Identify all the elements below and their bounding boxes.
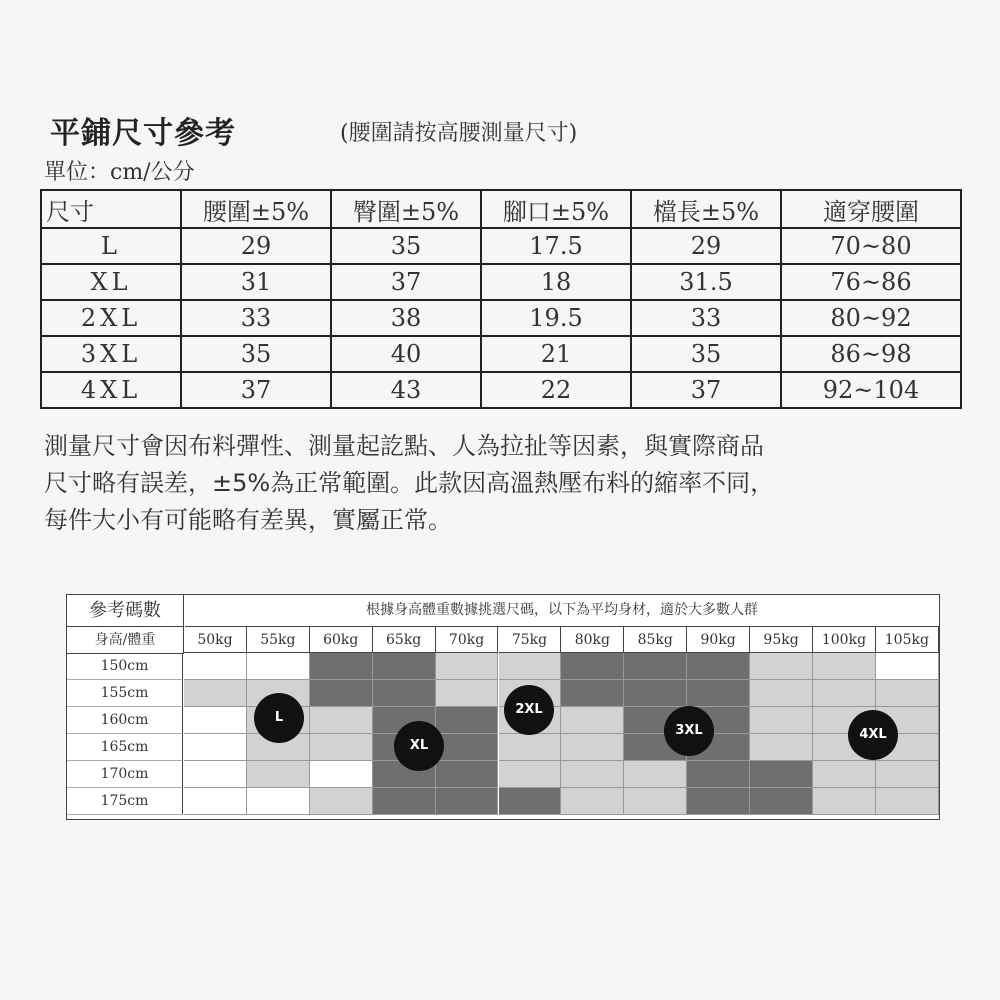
grid-cell	[184, 680, 247, 707]
grid-cell	[561, 653, 624, 680]
chart-corner-label: 身高/體重	[67, 627, 184, 654]
grid-cell	[624, 653, 687, 680]
size-badge: 3XL	[664, 706, 714, 756]
grid-cell	[310, 680, 373, 707]
weight-header-cell: 65kg	[373, 627, 436, 653]
grid-cell	[373, 788, 436, 815]
grid-cell	[813, 653, 876, 680]
grid-cell	[184, 761, 247, 788]
size-cell: 3XL	[41, 336, 181, 372]
leg-opening-cell: 22	[481, 372, 631, 408]
table-row	[41, 300, 961, 336]
fit-waist-cell: 86~98	[781, 336, 961, 372]
grid-cell	[310, 707, 373, 734]
fit-waist-cell: 76~86	[781, 264, 961, 300]
size-cell: 4XL	[41, 372, 181, 408]
grid-cell	[247, 788, 310, 815]
grid-cell	[499, 734, 562, 761]
weight-header-cell: 80kg	[561, 627, 624, 653]
grid-cell	[687, 788, 750, 815]
grid-cell	[876, 680, 939, 707]
height-label-cell: 150cm	[67, 653, 183, 680]
weight-header-cell: 50kg	[184, 627, 247, 653]
grid-cell	[499, 761, 562, 788]
waist-cell: 31	[181, 264, 331, 300]
header-hip: 臀圍±5%	[331, 190, 481, 228]
grid-cell	[750, 788, 813, 815]
table-row	[41, 264, 961, 300]
grid-cell	[310, 761, 373, 788]
grid-cell	[247, 761, 310, 788]
size-badge: 4XL	[848, 710, 898, 760]
hip-cell: 35	[331, 228, 481, 264]
grid-cell	[561, 680, 624, 707]
grid-cell	[436, 761, 499, 788]
leg-opening-cell: 17.5	[481, 228, 631, 264]
hip-cell: 43	[331, 372, 481, 408]
fit-waist-cell: 80~92	[781, 300, 961, 336]
hip-cell: 40	[331, 336, 481, 372]
grid-cell	[310, 788, 373, 815]
weight-header-cell: 70kg	[436, 627, 499, 653]
grid-cell	[876, 653, 939, 680]
grid-cell	[687, 680, 750, 707]
page-title: 平鋪尺寸參考	[50, 116, 236, 151]
size-badge: 2XL	[504, 685, 554, 735]
weight-header-cell: 60kg	[310, 627, 373, 653]
fit-waist-cell: 92~104	[781, 372, 961, 408]
grid-cell	[876, 761, 939, 788]
grid-cell	[436, 653, 499, 680]
grid-cell	[184, 653, 247, 680]
header-waist: 腰圍±5%	[181, 190, 331, 228]
grid-cell	[436, 734, 499, 761]
weight-header-cell: 100kg	[813, 627, 876, 653]
height-label-cell: 155cm	[67, 680, 183, 707]
size-badge: XL	[394, 721, 444, 771]
unit-label: 單位：cm/公分	[44, 160, 195, 185]
fit-waist-cell: 70~80	[781, 228, 961, 264]
weight-header-cell: 75kg	[499, 627, 562, 653]
disclaimer-line: 每件大小有可能略有差異，實屬正常。	[44, 506, 452, 534]
grid-cell	[624, 788, 687, 815]
grid-cell	[373, 680, 436, 707]
grid-cell	[499, 788, 562, 815]
grid-cell	[750, 653, 813, 680]
table-row	[41, 336, 961, 372]
height-label-cell: 170cm	[67, 761, 183, 788]
grid-cell	[687, 653, 750, 680]
grid-cell	[624, 761, 687, 788]
height-label-cell: 160cm	[67, 707, 183, 734]
grid-cell	[184, 707, 247, 734]
grid-cell	[750, 761, 813, 788]
disclaimer-text	[44, 428, 964, 539]
weight-header-cell: 105kg	[876, 627, 939, 653]
measure-note: (腰圍請按高腰測量尺寸)	[340, 121, 578, 146]
grid-cell	[373, 653, 436, 680]
rise-cell: 35	[631, 336, 781, 372]
weight-header-cell: 55kg	[247, 627, 310, 653]
size-table-header	[41, 190, 961, 228]
leg-opening-cell: 19.5	[481, 300, 631, 336]
size-cell: L	[41, 228, 181, 264]
grid-cell	[561, 761, 624, 788]
size-recommendation-chart	[66, 594, 940, 820]
header-size: 尺寸	[41, 190, 181, 228]
header-leg-opening: 腳口±5%	[481, 190, 631, 228]
grid-cell	[247, 653, 310, 680]
grid-cell	[876, 788, 939, 815]
grid-cell	[750, 734, 813, 761]
size-cell: 2XL	[41, 300, 181, 336]
chart-ref-label: 參考碼數	[67, 595, 184, 627]
leg-opening-cell: 18	[481, 264, 631, 300]
weight-header-cell: 95kg	[750, 627, 813, 653]
weight-header-cell: 85kg	[624, 627, 687, 653]
waist-cell: 33	[181, 300, 331, 336]
grid-cell	[561, 734, 624, 761]
table-row	[41, 372, 961, 408]
grid-cell	[813, 761, 876, 788]
grid-cell	[184, 788, 247, 815]
grid-cell	[436, 707, 499, 734]
grid-cell	[184, 734, 247, 761]
grid-cell	[813, 680, 876, 707]
rise-cell: 29	[631, 228, 781, 264]
grid-cell	[624, 680, 687, 707]
hip-cell: 37	[331, 264, 481, 300]
table-row	[41, 228, 961, 264]
rise-cell: 37	[631, 372, 781, 408]
grid-cell	[436, 788, 499, 815]
waist-cell: 37	[181, 372, 331, 408]
grid-cell	[687, 761, 750, 788]
grid-cell	[499, 653, 562, 680]
waist-cell: 29	[181, 228, 331, 264]
header-rise: 檔長±5%	[631, 190, 781, 228]
grid-cell	[310, 653, 373, 680]
disclaimer-line: 尺寸略有誤差，±5%為正常範圍。此款因高溫熱壓布料的縮率不同，	[44, 469, 775, 497]
grid-cell	[750, 707, 813, 734]
disclaimer-line: 測量尺寸會因布料彈性、測量起訖點、人為拉扯等因素，與實際商品	[44, 432, 764, 460]
grid-cell	[750, 680, 813, 707]
size-table	[40, 189, 962, 409]
grid-cell	[561, 788, 624, 815]
weight-header-cell: 90kg	[687, 627, 750, 653]
chart-banner: 根據身高體重數據挑選尺碼，以下為平均身材，適於大多數人群	[185, 595, 939, 627]
size-badge: L	[254, 693, 304, 743]
hip-cell: 38	[331, 300, 481, 336]
height-label-cell: 175cm	[67, 788, 183, 815]
grid-cell	[813, 788, 876, 815]
title-row	[50, 108, 950, 152]
rise-cell: 31.5	[631, 264, 781, 300]
height-label-cell: 165cm	[67, 734, 183, 761]
waist-cell: 35	[181, 336, 331, 372]
grid-cell	[436, 680, 499, 707]
rise-cell: 33	[631, 300, 781, 336]
size-cell: XL	[41, 264, 181, 300]
header-fit-waist: 適穿腰圍	[781, 190, 961, 228]
grid-cell	[310, 734, 373, 761]
grid-cell	[561, 707, 624, 734]
leg-opening-cell: 21	[481, 336, 631, 372]
